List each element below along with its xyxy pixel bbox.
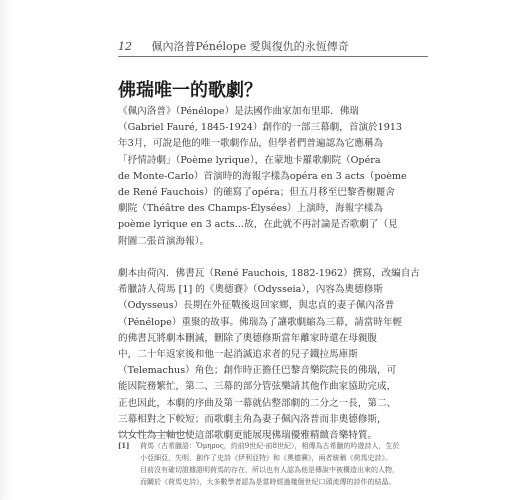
paragraph-line: 以女性為主軸也使這部歌劇更能展現佛瑞優雅精緻音樂特質。 bbox=[118, 430, 378, 442]
footnote-line: 目前沒有確切證據證明荷馬的存在，所以也有人認為他是傳說中被構造出來的人物， bbox=[140, 466, 399, 474]
footnote-line: 而關於《荷馬史詩》，大多數學者認為是當時經過幾個世紀口頭流傳的詩作的結晶。 bbox=[140, 478, 396, 486]
footnote-rule bbox=[118, 432, 188, 433]
paragraph-line: 三幕相對之下較短；而歌劇主角為妻子佩內洛普而非奧德修斯， bbox=[118, 413, 387, 425]
paragraph-line: 能因院務繁忙，第二、三幕的部分管弦樂請其他作曲家協助完成， bbox=[118, 381, 397, 393]
header-rule bbox=[118, 56, 428, 57]
book-spine-shadow bbox=[0, 0, 14, 500]
page-number: 12 bbox=[118, 40, 132, 53]
paragraph-line: 年3月，可說是他的唯一歌劇作品，但學者們普遍認為它應稱為 bbox=[118, 138, 384, 150]
paragraph-line: 的佛書瓦將劇本刪減，刪除了奧德修斯當年離家時還在母親腹 bbox=[118, 332, 378, 344]
running-head-title: 佩內洛普Pénélope 愛與復仇的永恆傳奇 bbox=[151, 40, 349, 53]
paragraph-line: de Monte-Carlo）首演時的海報字樣為opéra en 3 acts（poème bbox=[118, 170, 407, 182]
paragraph-line: 希臘詩人荷馬 [1] 的《奧德賽》（Odysseia），內容為奧德修斯 bbox=[118, 284, 383, 296]
footnote-line: 荷馬（古希臘語：Ὅμηρος，約前9世紀-前8世紀），相傳為古希臘的吟遊詩人，生於 bbox=[140, 442, 400, 450]
paragraph-line: poème lyrique en 3 acts…故，在此就不再討論是否歌劇了（見 bbox=[118, 219, 398, 231]
running-head bbox=[118, 38, 349, 54]
paragraph-line: （Pénélope）重聚的故事。佛瑞為了讓歌劇縮為三幕，請當時年輕 bbox=[118, 316, 403, 328]
paragraph-line: 中，二十年返家後和他一起消滅追求者的兒子鐵拉馬庫斯 bbox=[118, 349, 358, 361]
footnote-number: [1] bbox=[118, 441, 130, 450]
paragraph-line: 「抒情詩劇」（Poème lyrique），在蒙地卡羅歌劇院（Opéra bbox=[118, 154, 381, 166]
footnote-body bbox=[140, 440, 428, 488]
paragraph-line: （Telemachus）角色；創作時正擔任巴黎音樂院院長的佛瑞，可 bbox=[118, 365, 397, 377]
paragraph-2 bbox=[118, 266, 428, 444]
paragraph-line: （Gabriel Fauré, 1845-1924）創作的一部三幕劇，首演於1913 bbox=[118, 122, 403, 134]
paragraph-line: 劇院（Théâtre des Champs-Élysées）上演時，海報字樣為 bbox=[118, 203, 383, 215]
paragraph-line: de René Fauchois）的確寫了opéra；但五月移至巴黎香榭麗舍 bbox=[118, 187, 395, 199]
paragraph-1 bbox=[118, 104, 428, 250]
paragraph-line: 《佩內洛普》（Pénélope）是法國作曲家加布里耶．佛瑞 bbox=[118, 106, 359, 117]
paragraph-line: 附圖二張首演海報）。 bbox=[118, 235, 210, 247]
paragraph-line: （Odysseus）長期在外征戰後返回家鄉，與忠貞的妻子佩內洛普 bbox=[118, 300, 395, 312]
section-heading: 佛瑞唯一的歌劇？ bbox=[118, 80, 262, 101]
footnote-line: 小亞細亞，失明，創作了史詩《伊利亞特》和《奧德賽》，兩者統稱《荷馬史詩》。 bbox=[140, 454, 392, 462]
paragraph-line: 正也因此，本劇的序曲及第一幕就佔整部劇的二分之一長，第二、 bbox=[118, 397, 397, 409]
paragraph-line: 劇本由荷內．佛書瓦（René Fauchois, 1882-1962）撰寫，改編自古 bbox=[118, 268, 420, 279]
